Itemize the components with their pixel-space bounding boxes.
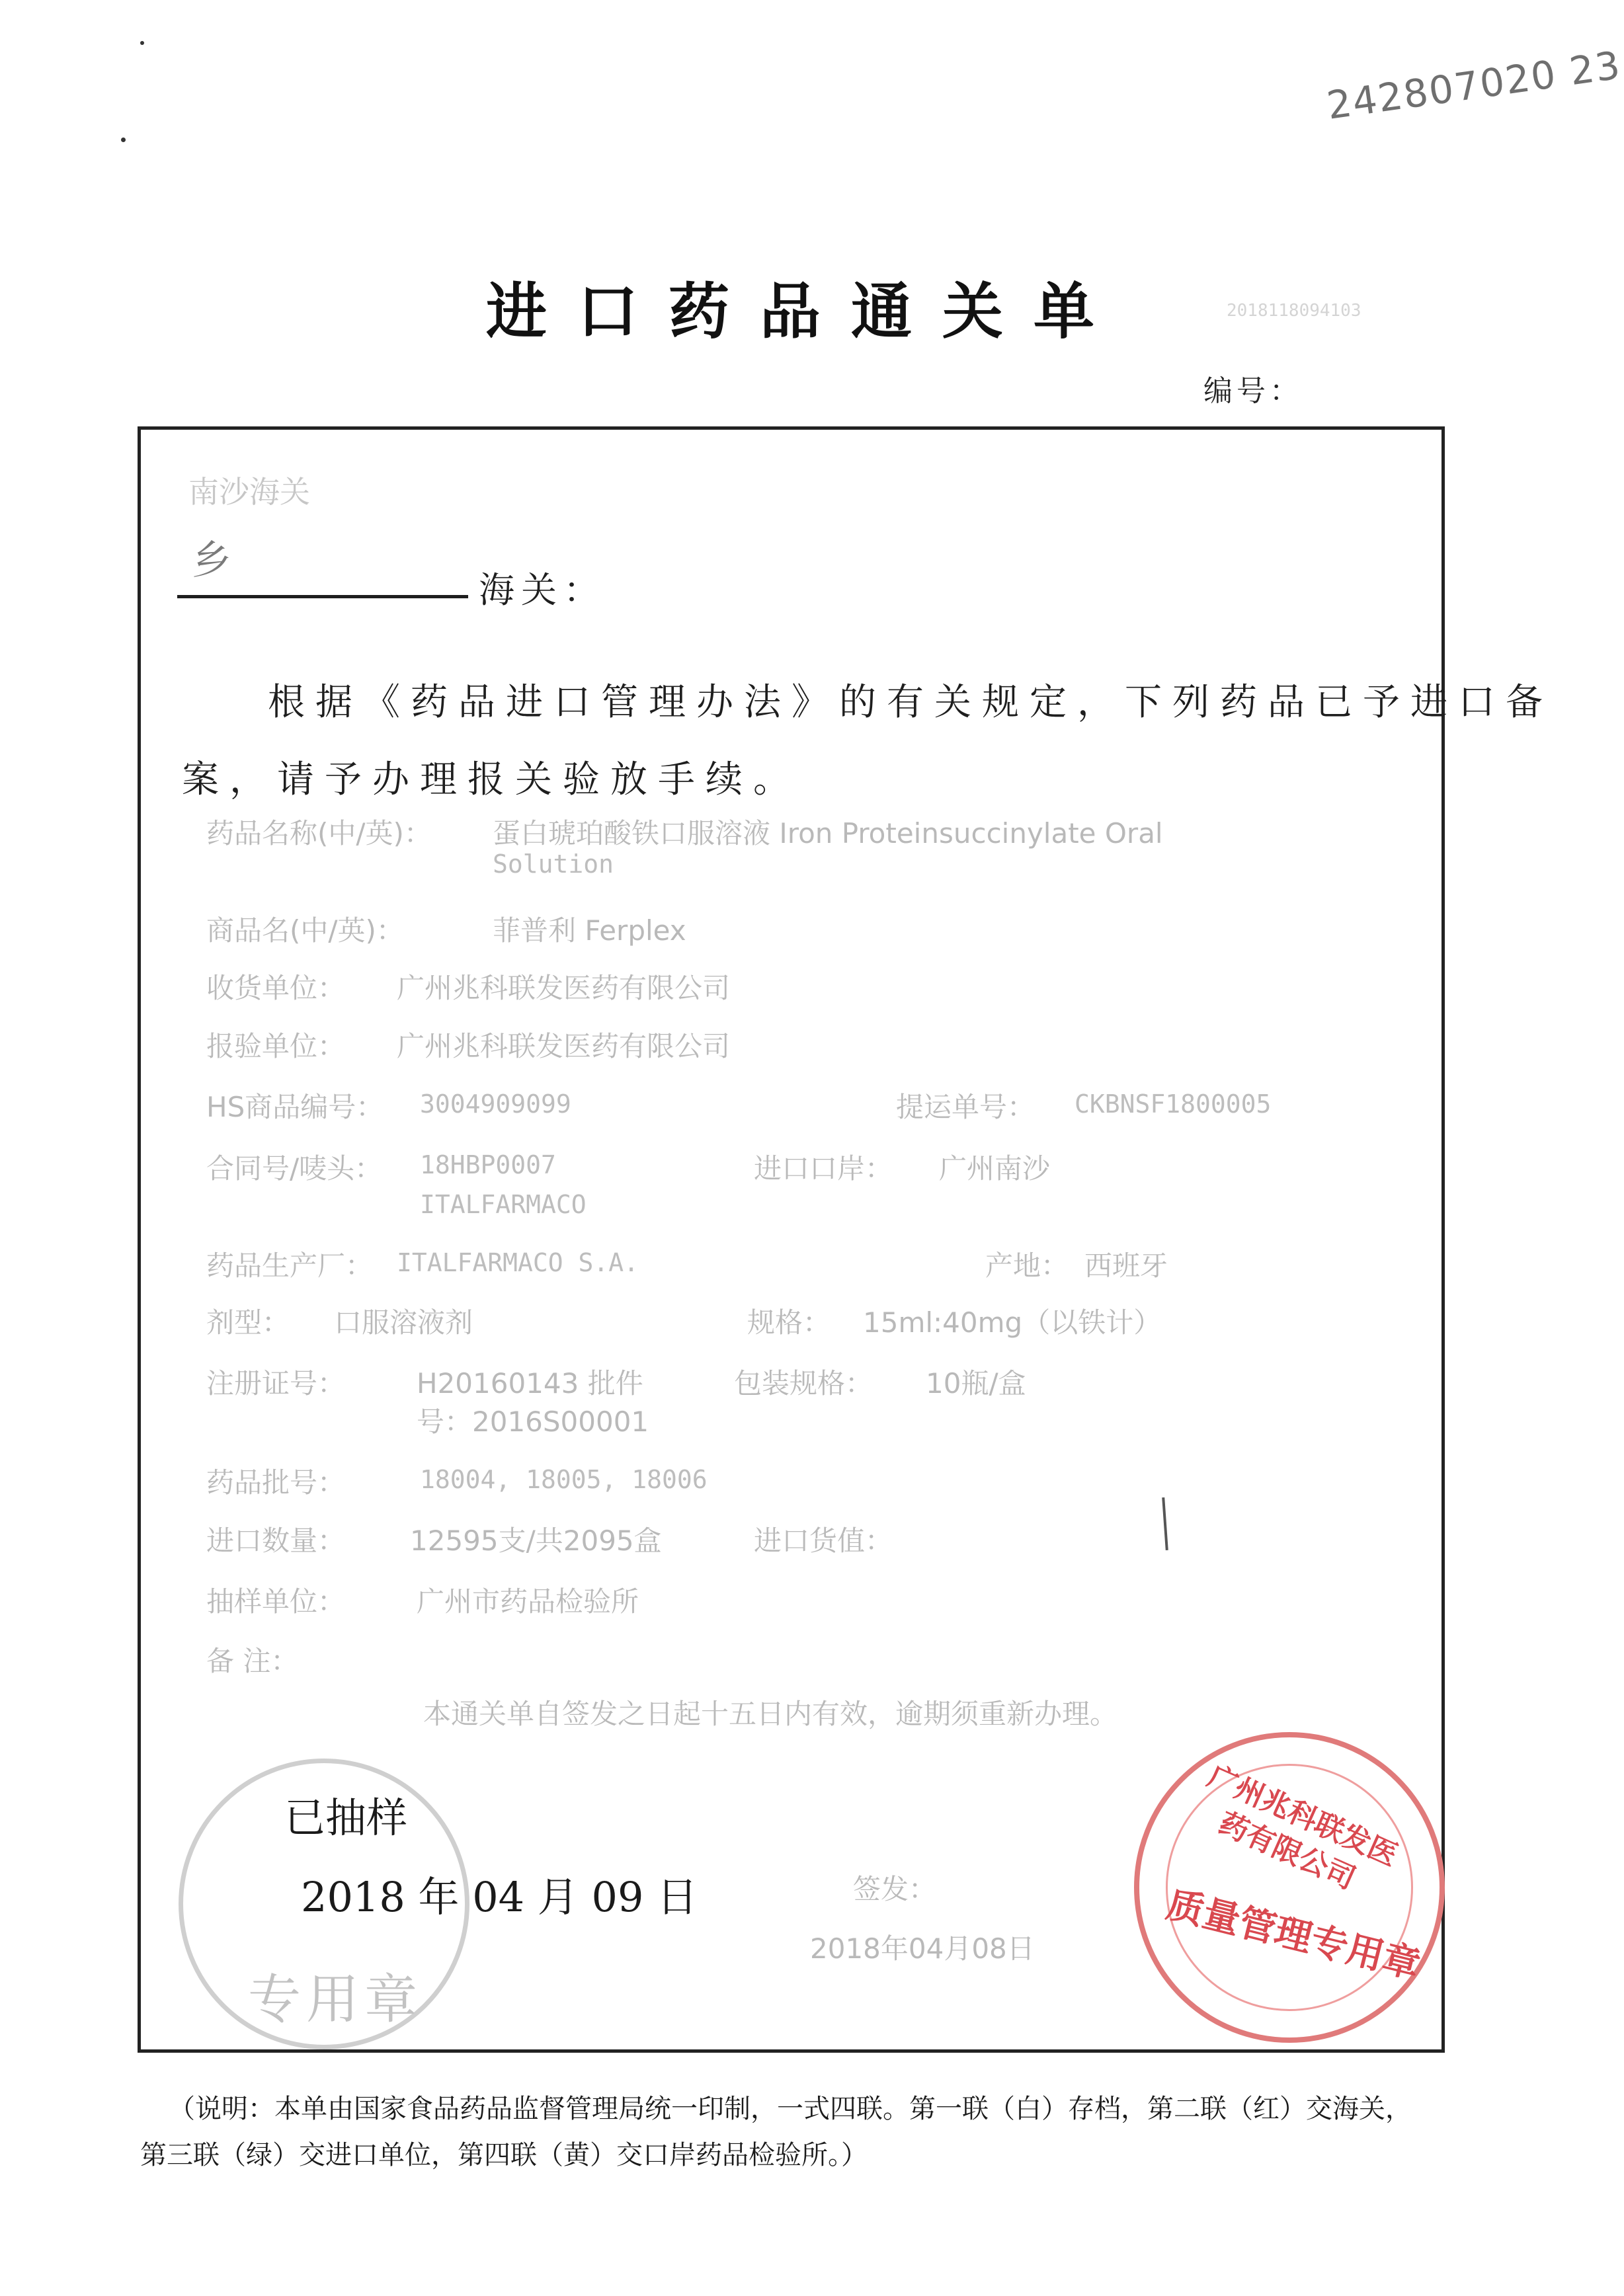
batch-value: 18004, 18005, 18006: [420, 1465, 708, 1494]
quantity-label: 进口数量：: [206, 1524, 346, 1557]
consignee-label: 收货单位：: [206, 972, 346, 1004]
port-handwriting: 乡: [192, 537, 231, 584]
origin-label: 产地：: [985, 1249, 1069, 1282]
sampled-date: 2018 年 04 月 09 日: [301, 1873, 698, 1921]
bill-label: 提运单号：: [896, 1091, 1035, 1123]
contract-value: 18HBP0007: [420, 1150, 556, 1179]
footer-note-line2: 第三联（绿）交进口单位，第四联（黄）交口岸药品检验所。）: [140, 2140, 868, 2170]
paragraph-line2: 案，请予办理报关验放手续。: [182, 758, 801, 801]
port-faint-text: 南沙海关: [188, 474, 310, 510]
seal-top-text: 广州兆科联发医药有限公司: [1202, 1759, 1403, 1897]
hs-code-label: HS商品编号：: [206, 1091, 384, 1123]
customs-suffix: 海关：: [479, 569, 606, 611]
faint-serial-code: 2018118094103: [1227, 301, 1361, 321]
quantity-value: 12595支/共2095盒: [410, 1524, 662, 1557]
trade-name-value: 菲普利 Ferplex: [493, 914, 686, 947]
drug-name-value: 蛋白琥珀酸铁口服溶液 Iron Proteinsuccinylate Oral: [493, 817, 1163, 850]
contract-value-2: ITALFARMACO: [420, 1190, 587, 1219]
manufacturer-label: 药品生产厂：: [206, 1249, 374, 1282]
drug-name-label: 药品名称(中/英)：: [206, 817, 432, 850]
origin-value: 西班牙: [1084, 1249, 1168, 1282]
registration-value: H20160143 批件: [417, 1367, 643, 1400]
pack-value: 10瓶/盒: [926, 1367, 1026, 1400]
contract-label: 合同号/唛头：: [206, 1152, 383, 1185]
sampling-unit-label: 抽样单位：: [206, 1585, 346, 1618]
issuer-faint: 签发：: [853, 1873, 937, 1905]
form-value: 口服溶液剂: [334, 1306, 473, 1339]
batch-label: 药品批号：: [206, 1466, 346, 1499]
consignee-value: 广州兆科联发医药有限公司: [397, 972, 731, 1004]
remarks-label: 备 注：: [206, 1645, 299, 1677]
paragraph-line1: 根据《药品进口管理办法》的有关规定，下列药品已予进口备: [268, 681, 1553, 724]
trade-name-label: 商品名(中/英)：: [206, 914, 404, 947]
validity-note: 本通关单自签发之日起十五日内有效，逾期须重新办理。: [423, 1698, 1118, 1730]
declarant-label: 报验单位：: [206, 1030, 346, 1062]
document-title: 进口药品通关单: [486, 276, 1125, 347]
sampled-stamp: 已抽样: [284, 1794, 408, 1842]
number-label: 编号：: [1203, 374, 1303, 408]
goods-value-label: 进口货值：: [754, 1524, 893, 1557]
port-value: 广州南沙: [939, 1152, 1051, 1185]
footer-note-line1: （说明：本单由国家食品药品监督管理局统一印制，一式四联。第一联（白）存档，第二联（红）交海关，: [169, 2094, 1412, 2124]
sampling-unit-value: 广州市药品检验所: [417, 1585, 639, 1618]
drug-name-value-2: Solution: [493, 850, 614, 879]
spec-label: 规格：: [747, 1306, 831, 1339]
speck: [121, 138, 126, 142]
bill-value: CKBNSF1800005: [1075, 1089, 1272, 1119]
registration-label: 注册证号：: [206, 1367, 346, 1400]
speck: [140, 41, 144, 45]
port-label: 进口口岸：: [754, 1152, 893, 1185]
customs-underline: [177, 595, 468, 598]
declarant-value: 广州兆科联发医药有限公司: [397, 1030, 731, 1062]
spec-value: 15ml:40mg（以铁计）: [863, 1306, 1162, 1339]
corner-handwriting: 242807020 23: [1324, 42, 1624, 128]
issue-date-faint: 2018年04月08日: [810, 1932, 1035, 1965]
pack-label: 包装规格：: [734, 1367, 873, 1400]
company-quality-seal: [1134, 1732, 1445, 2043]
grey-seal-text: 专用章: [248, 1969, 423, 2030]
manufacturer-value: ITALFARMACO S.A.: [397, 1248, 639, 1277]
registration-value-2: 号：2016S00001: [417, 1405, 649, 1438]
form-label: 剂型：: [206, 1306, 290, 1339]
hs-code-value: 3004909099: [420, 1089, 571, 1119]
seal-center-text: 质量管理专用章: [1162, 1883, 1424, 1988]
